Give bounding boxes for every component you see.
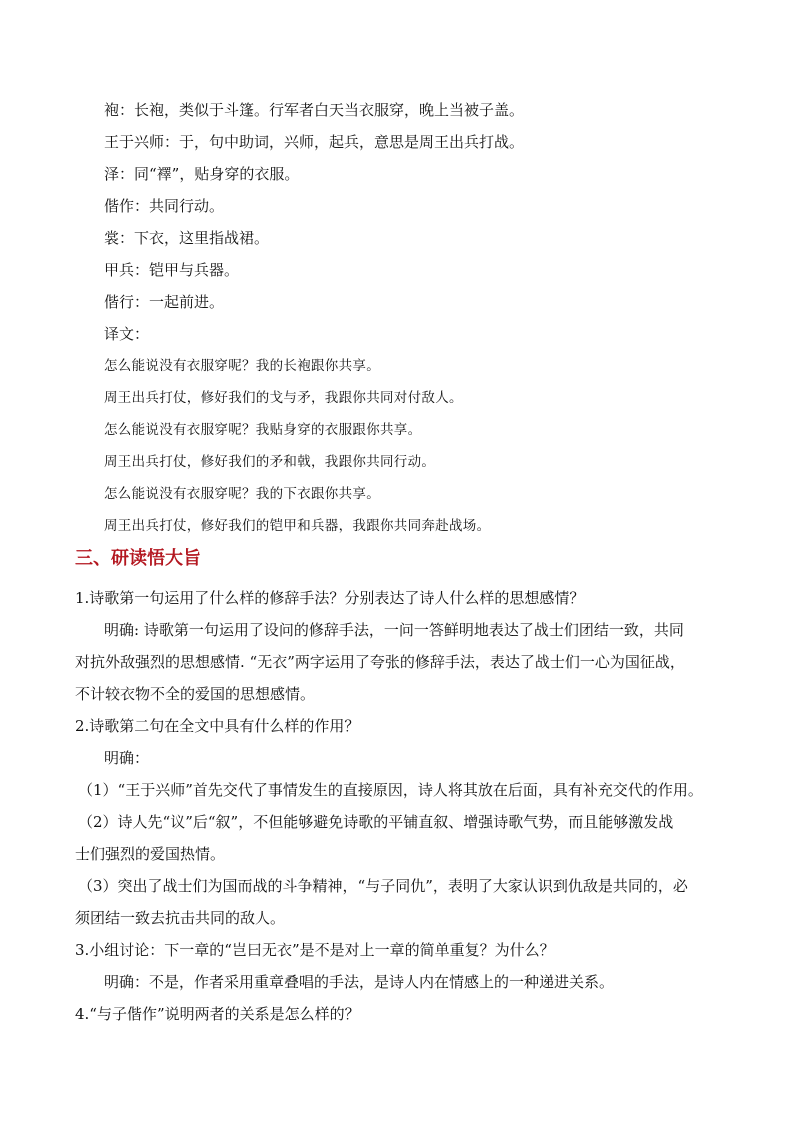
- translation-line: 周王出兵打仗，修好我们的铠甲和兵器，我跟你共同奔赴战场。: [104, 518, 491, 534]
- answer-1-line-2: 对抗外敌强烈的思想感情. “无衣”两字运用了夸张的修辞手法，表达了战士们一心为国征战，: [75, 653, 685, 671]
- annotation-pao: 袍：长袍，类似于斗篷。行军者白天当衣服穿，晚上当被子盖。: [104, 101, 525, 119]
- annotation-jia-bing: 甲兵：铠甲与兵器。: [104, 261, 240, 279]
- annotation-xie-xing: 偕行：一起前进。: [104, 293, 225, 311]
- answer-2-point-3-line-1: （3）突出了战士们为国而战的斗争精神，“与子同仇”，表明了大家认识到仇敌是共同的，必: [78, 877, 688, 895]
- annotation-ze: 泽：同“襗”，贴身穿的衣服。: [104, 165, 300, 183]
- question-4: 4.“与子偕作”说明两者的关系是怎么样的？: [75, 1005, 360, 1023]
- translation-line: 怎么能说没有衣服穿呢？我贴身穿的衣服跟你共享。: [104, 422, 422, 438]
- translation-line: 周王出兵打仗，修好我们的戈与矛，我跟你共同对付敌人。: [104, 390, 463, 406]
- annotation-wang-yu-xing-shi: 王于兴师：于，句中助词，兴师，起兵，意思是周王出兵打战。: [104, 133, 525, 151]
- section-heading: 三、研读悟大旨: [75, 548, 201, 569]
- annotation-shang: 裳：下衣，这里指战裙。: [104, 229, 270, 247]
- translation-line: 怎么能说没有衣服穿呢？我的长袍跟你共享。: [104, 358, 380, 374]
- answer-2-point-3-line-2: 须团结一致去抗击共同的敌人。: [75, 909, 286, 927]
- answer-2-point-2-line-2: 士们强烈的爱国热情。: [75, 845, 226, 863]
- answer-3: 明确：不是，作者采用重章叠唱的手法，是诗人内在情感上的一种递进关系。: [104, 973, 615, 991]
- question-3: 3.小组讨论：下一章的“岂曰无衣”是不是对上一章的简单重复？为什么？: [75, 941, 555, 959]
- answer-2-point-1: （1）“王于兴师”首先交代了事情发生的直接原因，诗人将其放在后面，具有补充交代的作用。: [78, 781, 703, 799]
- translation-label: 译文：: [104, 325, 150, 343]
- answer-2-label: 明确：: [104, 749, 150, 767]
- annotation-xie-zuo: 偕作：共同行动。: [104, 197, 225, 215]
- answer-1-line-1: 明确: 诗歌第一句运用了设问的修辞手法，一问一答鲜明地表达了战士们团结一致，共同: [104, 621, 684, 639]
- translation-line: 周王出兵打仗，修好我们的矛和戟，我跟你共同行动。: [104, 454, 436, 470]
- translation-line: 怎么能说没有衣服穿呢？我的下衣跟你共享。: [104, 486, 380, 502]
- question-2: 2.诗歌第二句在全文中具有什么样的作用？: [75, 717, 360, 735]
- answer-1-line-3: 不计较衣物不全的爱国的思想感情。: [75, 685, 316, 703]
- answer-2-point-2-line-1: （2）诗人先“议”后“叙”，不但能够避免诗歌的平铺直叙、增强诗歌气势，而且能够激发战: [78, 813, 674, 831]
- question-1: 1.诗歌第一句运用了什么样的修辞手法？分别表达了诗人什么样的思想感情？: [75, 589, 585, 607]
